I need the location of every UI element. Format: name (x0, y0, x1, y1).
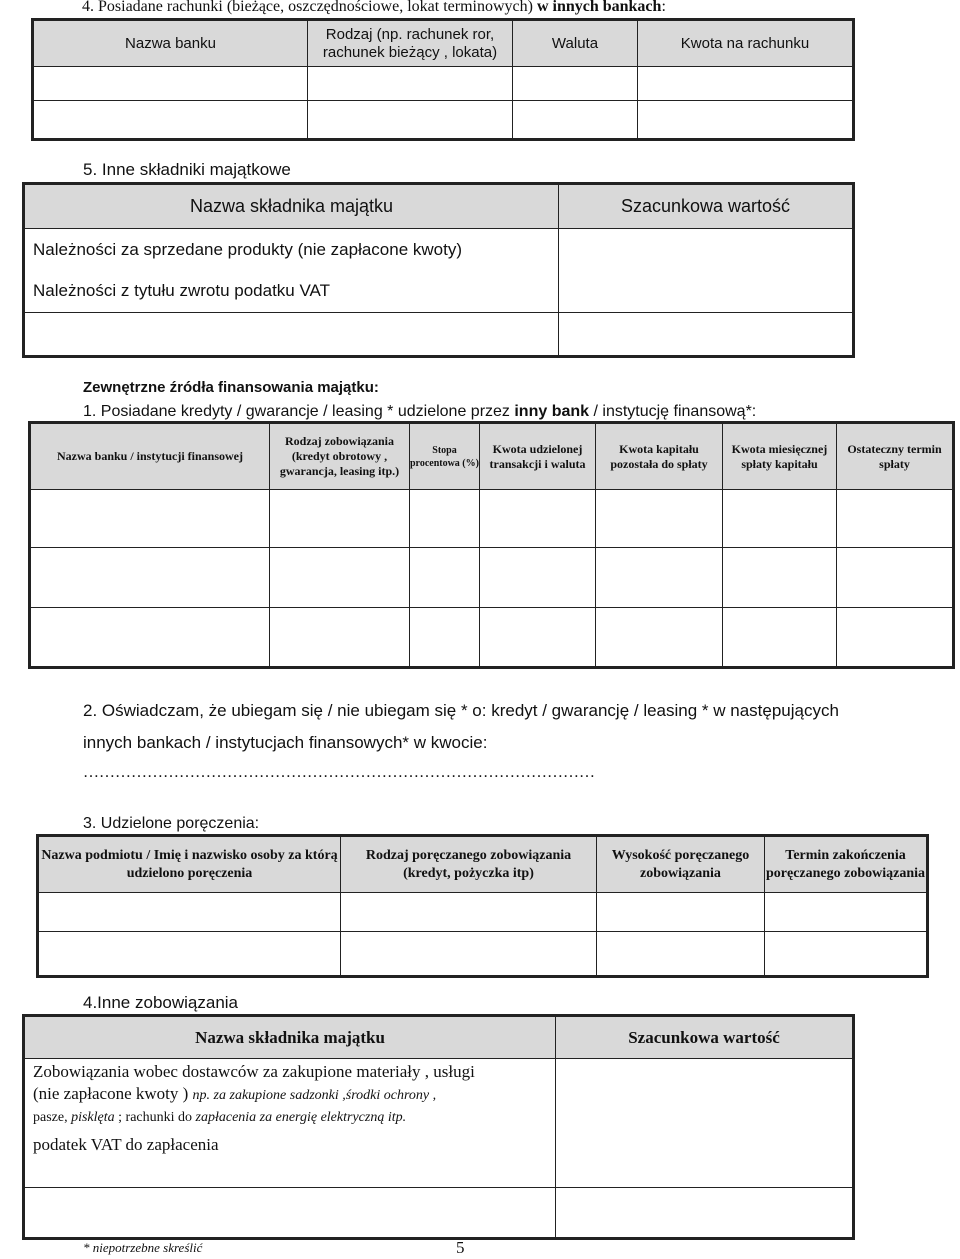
table-cell[interactable] (410, 548, 480, 608)
receivables-products-value[interactable] (559, 229, 853, 271)
guarantees-table (38, 836, 927, 976)
table-cell[interactable] (270, 490, 410, 548)
bank-accounts-heading-bold: w innych bankach (536, 0, 662, 15)
table-cell[interactable] (765, 932, 927, 976)
bank-accounts-heading-text: 4. Posiadane rachunki (bieżące, oszczędnościowe, lokat terminowych) (82, 0, 537, 15)
col-guaranteed-entity: Nazwa podmiotu / Imię i nazwisko osoby za którą udzielono poręczenia (39, 837, 341, 893)
supplier-liabilities-line-2-text: (nie zapłacone kwoty ) (33, 1084, 193, 1103)
empty-asset-value[interactable] (559, 313, 853, 356)
note-part-a: pasze, (33, 1110, 72, 1125)
table-cell[interactable] (513, 67, 638, 101)
col-account-type: Rodzaj (np. rachunek ror, rachunek bieżący , lokata) (308, 21, 513, 67)
col-remaining-capital: Kwota kapitału pozostała do spłaty (596, 424, 723, 490)
col-granted-amount: Kwota udzielonej transakcji i waluta (480, 424, 596, 490)
note-part-d: do (178, 1110, 193, 1125)
supplier-liabilities-line-1: Zobowiązania wobec dostawców za zakupione materiały , usługi (33, 1062, 475, 1081)
table-cell[interactable] (513, 101, 638, 139)
table-cell[interactable] (596, 490, 723, 548)
receivables-products-label: Należności za sprzedane produkty (nie zapłacone kwoty) (25, 229, 559, 271)
col-monthly-payment: Kwota miesięcznej spłaty kapitału (723, 424, 837, 490)
col-interest-rate: Stopa procentowa (%) (410, 424, 480, 490)
note-part-e: zapłacenia za energię elektryczną itp. (192, 1110, 407, 1125)
table-cell[interactable] (341, 932, 597, 976)
table-cell[interactable] (270, 608, 410, 667)
loans-heading-text: 1. Posiadane kredyty / gwarancje / leasing * udzielone przez (83, 403, 515, 420)
table-cell[interactable] (723, 490, 837, 548)
table-cell[interactable] (410, 490, 480, 548)
table-cell[interactable] (596, 548, 723, 608)
other-liabilities-heading: 4.Inne zobowiązania (83, 993, 239, 1012)
col-final-date: Ostateczny termin spłaty (837, 424, 953, 490)
col-account-amount: Kwota na rachunku (638, 21, 853, 67)
col-currency: Waluta (513, 21, 638, 67)
table-cell[interactable] (638, 101, 853, 139)
table-cell[interactable] (837, 548, 953, 608)
empty-asset-row[interactable] (25, 313, 559, 356)
table-cell[interactable] (723, 608, 837, 667)
vat-payable-value[interactable] (556, 1132, 853, 1188)
col-estimated-value: Szacunkowa wartość (559, 185, 853, 229)
page-number: 5 (456, 1238, 465, 1257)
footnote: * niepotrzebne skreślić (83, 1240, 203, 1255)
supplier-liabilities-line-2 (33, 1083, 555, 1107)
loans-heading-bold: inny bank (514, 403, 590, 420)
loans-heading-suffix: / instytucję finansową*: (589, 403, 757, 420)
loans-heading (83, 403, 756, 421)
table-cell[interactable] (765, 893, 927, 932)
col-guarantee-end-date: Termin zakończenia poręczanego zobowiązania (765, 837, 927, 893)
declaration-line-1: 2. Oświadczam, że ubiegam się / nie ubiegam się * o: kredyt / gwarancję / leasing * w następujących (83, 701, 839, 720)
col-guaranteed-liability-type: Rodzaj poręczanego zobowiązania (kredyt, pożyczka itp) (341, 837, 597, 893)
table-cell[interactable] (480, 490, 596, 548)
receivables-vat-value[interactable] (559, 271, 853, 313)
table-cell[interactable] (34, 67, 308, 101)
table-cell[interactable] (597, 893, 765, 932)
table-cell[interactable] (597, 932, 765, 976)
table-cell[interactable] (308, 101, 513, 139)
table-cell[interactable] (480, 608, 596, 667)
table-cell[interactable] (39, 893, 341, 932)
col-liability-type: Rodzaj zobowiązania (kredyt obrotowy , gwarancja, leasing itp.) (270, 424, 410, 490)
table-cell[interactable] (31, 608, 270, 667)
vat-payable-label: podatek VAT do zapłacenia (25, 1132, 556, 1188)
guarantees-heading: 3. Udzielone poręczenia: (83, 815, 260, 832)
col-asset-name: Nazwa składnika majątku (25, 185, 559, 229)
bank-accounts-heading (82, 0, 666, 16)
empty-liability-value[interactable] (556, 1188, 853, 1238)
table-cell[interactable] (596, 608, 723, 667)
table-cell[interactable] (31, 490, 270, 548)
table-cell[interactable] (837, 490, 953, 548)
table-cell[interactable] (480, 548, 596, 608)
table-cell[interactable] (723, 548, 837, 608)
supplier-liabilities-value[interactable] (556, 1059, 853, 1132)
note-part-c: ; rachunki (114, 1110, 179, 1125)
declaration-amount-dots[interactable]: …………………………………………………………………………………… (83, 764, 595, 781)
col-guarantee-amount: Wysokość poręczanego zobowiązania (597, 837, 765, 893)
supplier-liabilities-label (25, 1059, 556, 1132)
col-liability-value: Szacunkowa wartość (556, 1017, 853, 1059)
supplier-liabilities-note: np. za zakupione sadzonki ,środki ochrony , (192, 1088, 437, 1103)
table-cell[interactable] (308, 67, 513, 101)
other-assets-heading: 5. Inne składniki majątkowe (83, 160, 291, 179)
table-cell[interactable] (410, 608, 480, 667)
external-financing-heading: Zewnętrzne źródła finansowania majątku: (83, 379, 379, 396)
col-liability-name: Nazwa składnika majątku (25, 1017, 556, 1059)
bank-accounts-table (33, 20, 853, 139)
note-part-b: pisklęta (71, 1110, 115, 1125)
supplier-liabilities-line-3 (33, 1107, 555, 1129)
empty-liability-row[interactable] (25, 1188, 556, 1238)
table-cell[interactable] (31, 548, 270, 608)
table-cell[interactable] (270, 548, 410, 608)
other-liabilities-table (24, 1016, 853, 1238)
col-institution-name: Nazwa banku / instytucji finansowej (31, 424, 270, 490)
receivables-vat-label: Należności z tytułu zwrotu podatku VAT (25, 271, 559, 313)
loans-table (30, 423, 953, 667)
table-cell[interactable] (34, 101, 308, 139)
col-bank-name: Nazwa banku (34, 21, 308, 67)
bank-accounts-heading-colon: : (661, 0, 666, 15)
table-cell[interactable] (638, 67, 853, 101)
table-cell[interactable] (837, 608, 953, 667)
other-assets-table (24, 184, 853, 356)
table-cell[interactable] (341, 893, 597, 932)
declaration-line-2: innych bankach / instytucjach finansowych* w kwocie: (83, 733, 488, 752)
table-cell[interactable] (39, 932, 341, 976)
